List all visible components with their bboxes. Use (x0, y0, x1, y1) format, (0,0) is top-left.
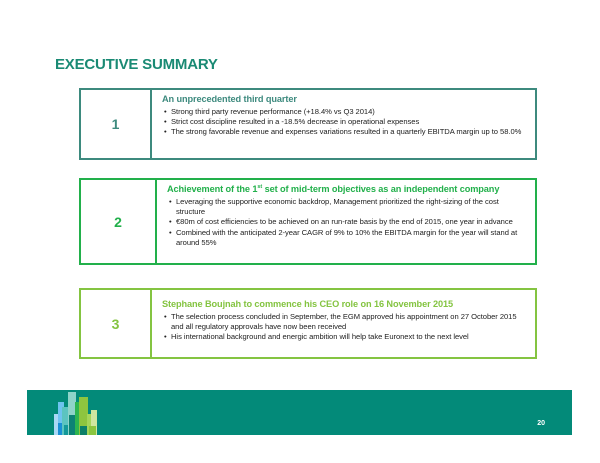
bullet-list (162, 107, 527, 138)
section-content (152, 290, 535, 357)
bullet-list (167, 197, 527, 248)
heading-text-post: set of mid-term objectives as an independent company (262, 184, 500, 195)
bullet-item: • The selection process concluded in September, the EGM approved his appointment on 27 October 2015 and all regulatory approvals have now been received (162, 312, 527, 332)
bullet-item: • The strong favorable revenue and expenses variations resulted in a quarterly EBITDA margin up to 58.0% (162, 127, 527, 137)
bar-logo-icon (27, 390, 127, 435)
bullet-item: • Combined with the anticipated 2-year CAGR of 9% to 10% the EBITDA margin for the year will stand at around 55% (167, 228, 527, 248)
summary-box-3 (79, 288, 537, 359)
bullet-item: • Strong third party revenue performance (+18.4% vs Q3 2014) (162, 107, 527, 117)
section-heading (167, 184, 527, 194)
section-content (157, 180, 535, 263)
section-number: 2 (81, 180, 157, 263)
section-number: 3 (81, 290, 152, 357)
summary-box-1 (79, 88, 537, 160)
heading-superscript: st (257, 184, 263, 190)
footer-band (27, 390, 572, 435)
section-number: 1 (81, 90, 152, 158)
section-heading: Stephane Boujnah to commence his CEO role on 16 November 2015 (162, 299, 454, 309)
bullet-item: • Leveraging the supportive economic backdrop, Management prioritized the right-sizing of the cost structure (167, 197, 527, 217)
page-title: EXECUTIVE SUMMARY (55, 56, 218, 73)
bullet-list (162, 312, 527, 343)
section-heading: An unprecedented third quarter (162, 94, 297, 104)
summary-box-2 (79, 178, 537, 265)
heading-text-pre: Achievement of the 1 (167, 184, 258, 195)
page-number: 20 (537, 420, 545, 427)
bullet-item: • €80m of cost efficiencies to be achieved on an run-rate basis by the end of 2015, one year in advance (167, 217, 527, 227)
section-content (152, 90, 535, 158)
bullet-item: • Strict cost discipline resulted in a -18.5% decrease in operational expenses (162, 117, 527, 127)
bullet-item: • His international background and energic ambition will help take Euronext to the next level (162, 332, 527, 342)
